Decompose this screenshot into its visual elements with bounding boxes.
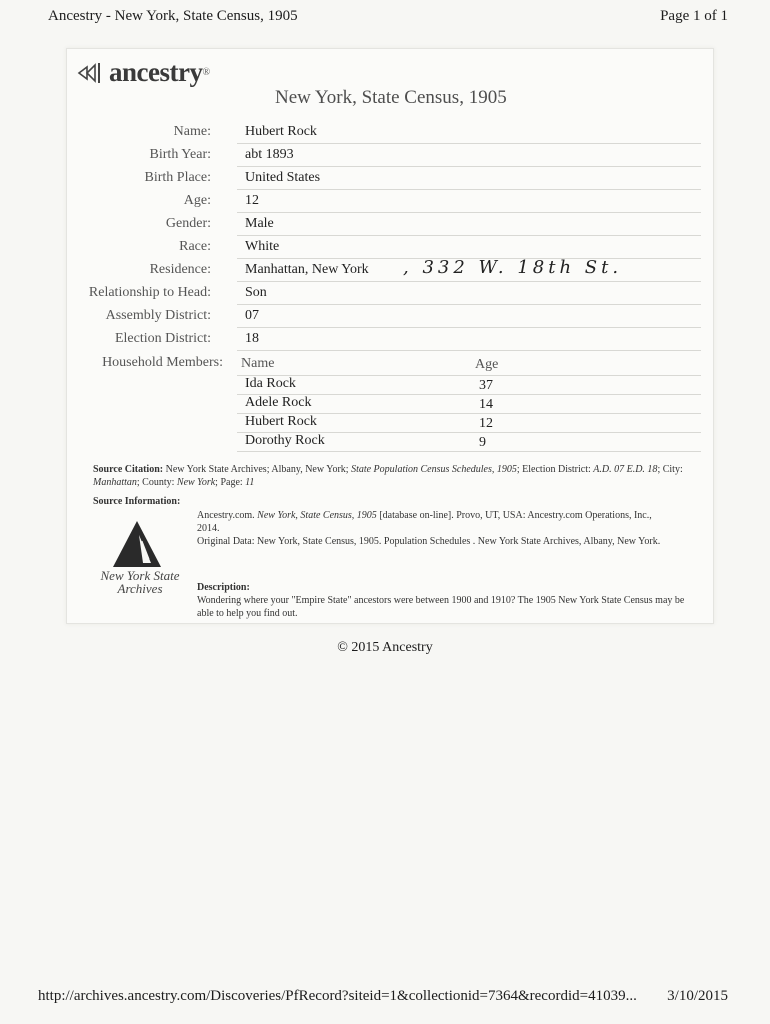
field-row (67, 282, 701, 305)
source-info-line1a: Ancestry.com. (197, 510, 258, 521)
household-col-name: Name (241, 356, 275, 371)
citation-text-2: ; Election District: (516, 464, 594, 475)
field-label: Birth Place: (144, 170, 211, 185)
field-label: Election District: (114, 331, 211, 346)
handwritten-address-note: , 332 W. 18th St. (403, 257, 623, 278)
field-divider (237, 350, 701, 351)
field-row (67, 144, 701, 167)
household-member-name[interactable]: Hubert Rock (245, 414, 317, 429)
citation-italic-5: 11 (245, 477, 255, 488)
field-row (67, 190, 701, 213)
description-text: Wondering where your "Empire State" ancestors were between 1900 and 1910? The 1905 New York State Census may be able to help you find out. (197, 595, 685, 619)
source-info-line2: Original Data: New York, State Census, 1905. Population Schedules . New York State Archives, Albany, New York. (197, 536, 661, 547)
household-col-age: Age (475, 357, 499, 372)
description-block (197, 581, 687, 620)
description-label: Description: (197, 582, 250, 593)
field-label: Assembly District: (105, 308, 211, 323)
page-header-title: Ancestry - New York, State Census, 1905 (48, 8, 298, 24)
household-member-age: 14 (479, 397, 493, 412)
citation-italic-2: A.D. 07 E.D. 18 (593, 464, 658, 475)
source-information-text (197, 509, 667, 548)
field-value: abt 1893 (245, 147, 294, 162)
household-member-name[interactable]: Adele Rock (245, 395, 312, 410)
copyright-notice: © 2015 Ancestry (337, 640, 433, 655)
field-label: Birth Year: (149, 147, 211, 162)
ancestry-logo[interactable] (77, 57, 210, 88)
citation-text-3: ; City: (657, 464, 683, 475)
citation-text-4: ; County: (136, 477, 177, 488)
citation-italic-4: New York (176, 477, 216, 488)
citation-text-1: New York State Archives; Albany, New York; (163, 464, 352, 475)
source-info-line1b: [database on-line]. Provo, UT, USA: Ancestry.com Operations, Inc., 2014. (197, 510, 652, 534)
footer-date: 3/10/2015 (667, 988, 728, 1004)
field-row (67, 305, 701, 328)
trademark-mark: ® (202, 67, 211, 78)
citation-italic-3: Manhattan (93, 477, 137, 488)
household-header-divider (237, 375, 701, 376)
citation-italic-1: State Population Census Schedules, 1905 (351, 464, 517, 475)
record-title: New York, State Census, 1905 (275, 87, 507, 108)
field-label: Race: (179, 239, 211, 254)
field-value: White (245, 239, 280, 254)
field-value: 18 (245, 331, 259, 346)
field-row (67, 167, 701, 190)
record-card (66, 48, 714, 624)
source-information-label: Source Information: (93, 496, 181, 507)
field-row (67, 328, 701, 351)
ancestry-wordmark: ancestry (109, 57, 203, 87)
household-member-age: 12 (479, 416, 493, 431)
field-label: Gender: (165, 216, 211, 231)
field-label: Residence: (149, 262, 211, 277)
field-row (67, 121, 701, 144)
field-row (67, 236, 701, 259)
ancestry-leaf-icon (77, 60, 109, 86)
household-member-age: 37 (479, 378, 493, 393)
citation-text-5: ; Page: (215, 477, 246, 488)
field-value: Hubert Rock (245, 124, 317, 139)
nys-archives-logo-icon (87, 519, 187, 569)
field-row (67, 213, 701, 236)
source-information-label-block (93, 495, 180, 508)
field-value: Son (245, 285, 267, 300)
field-label: Relationship to Head: (88, 285, 211, 300)
source-citation-label: Source Citation: (93, 464, 164, 475)
household-member-age: 9 (479, 435, 486, 450)
household-row-divider (237, 451, 701, 452)
household-member-name[interactable]: Dorothy Rock (245, 433, 325, 448)
household-members-label: Household Members: (102, 355, 223, 370)
page-number: Page 1 of 1 (660, 8, 728, 24)
field-value: 07 (245, 308, 259, 323)
nys-archives-logo-text: New York State Archives (100, 568, 180, 596)
field-value: Male (245, 216, 274, 231)
field-label: Age: (183, 193, 211, 208)
source-citation (93, 463, 691, 489)
source-info-line1-italic: New York, State Census, 1905 (257, 510, 377, 521)
field-value: United States (245, 170, 321, 185)
footer-url[interactable]: http://archives.ancestry.com/Discoveries/PfRecord?siteid=1&collectionid=7364&recordid=41039... (38, 988, 637, 1004)
field-label: Name: (173, 124, 211, 139)
household-member-name[interactable]: Ida Rock (245, 376, 296, 391)
field-value: Manhattan, New York (245, 262, 369, 277)
field-value: 12 (245, 193, 259, 208)
